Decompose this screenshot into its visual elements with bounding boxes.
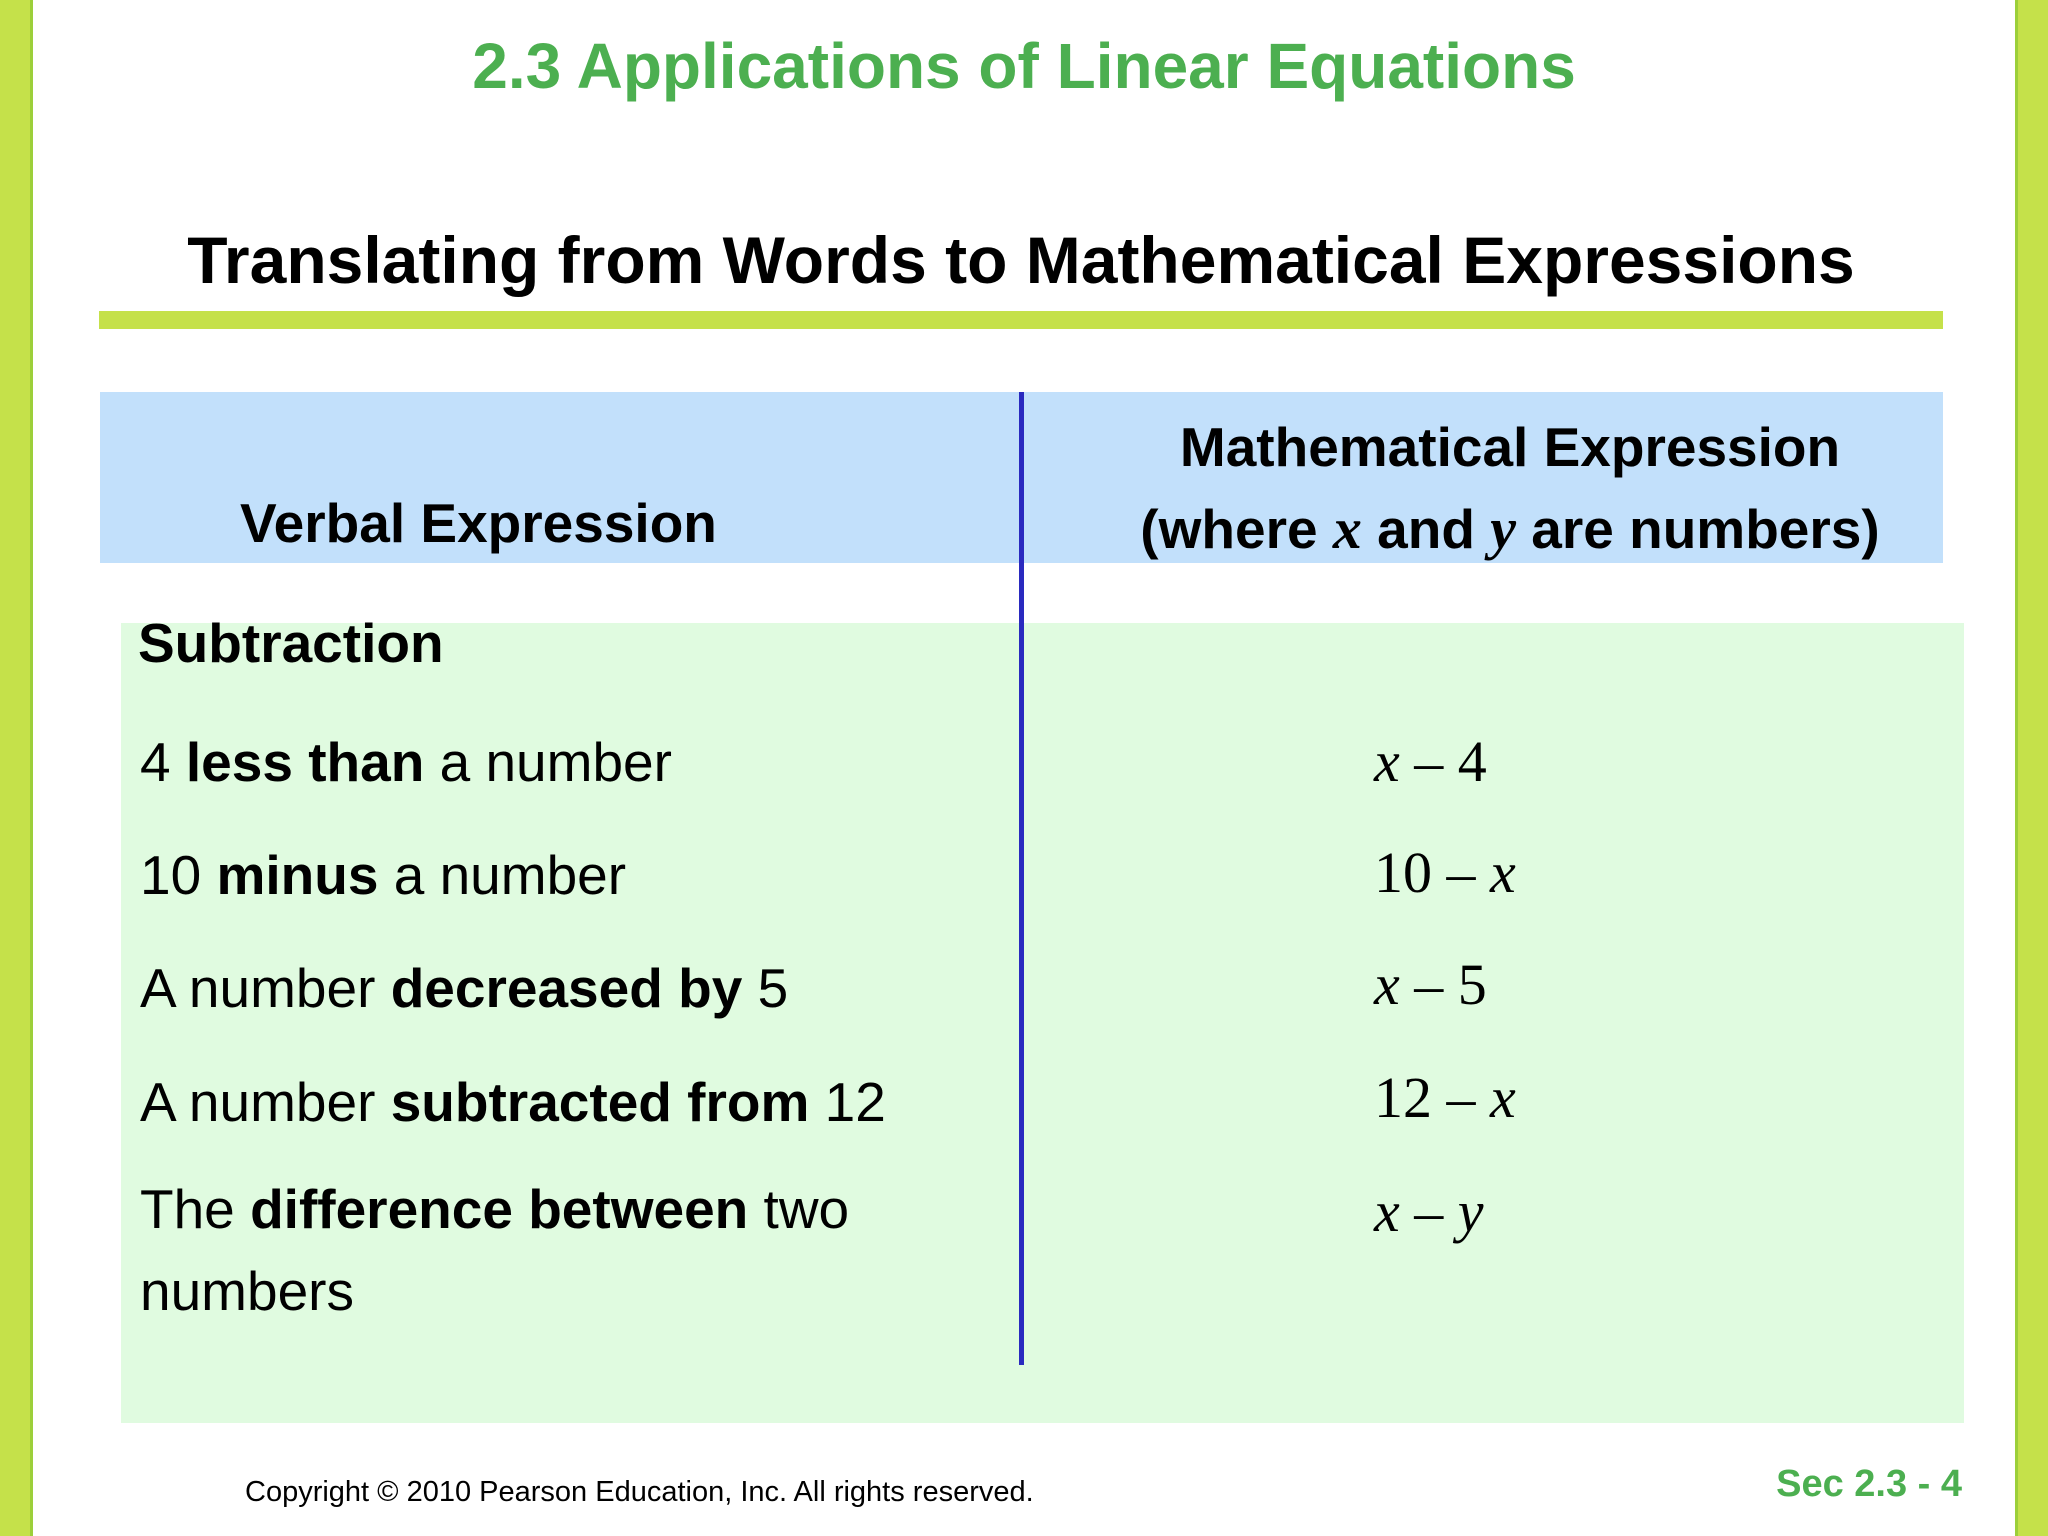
- math-operator: –: [1432, 840, 1490, 905]
- math-operand: x: [1490, 1065, 1516, 1130]
- math-operator: –: [1399, 1179, 1458, 1244]
- header-var-y: y: [1490, 496, 1516, 561]
- header-math-mid: and: [1361, 498, 1491, 560]
- verbal-row-1: [140, 721, 1000, 803]
- math-row-4: [1374, 1063, 1516, 1133]
- math-operand: 12: [1374, 1065, 1432, 1130]
- math-operand: 5: [1457, 952, 1487, 1017]
- math-row-2: [1374, 838, 1516, 908]
- verbal-text: 4: [140, 731, 186, 793]
- math-operand: y: [1457, 1179, 1484, 1244]
- math-operand: x: [1490, 840, 1516, 905]
- right-accent-bar: [2015, 0, 2048, 1536]
- column-divider: [1019, 392, 1024, 1365]
- verbal-row-5: [140, 1168, 900, 1332]
- math-operator: –: [1399, 729, 1458, 794]
- verbal-text: 12: [809, 1071, 886, 1133]
- math-operator: –: [1432, 1065, 1490, 1130]
- verbal-text: 5: [742, 957, 789, 1019]
- slide-title: 2.3 Applications of Linear Equations: [472, 30, 1576, 102]
- math-operand: 10: [1374, 840, 1432, 905]
- math-row-5: [1374, 1177, 1484, 1247]
- verbal-row-2: [140, 834, 1000, 916]
- header-math-post: are numbers): [1515, 498, 1880, 560]
- verbal-text: 10: [140, 844, 217, 906]
- verbal-text: two numbers: [140, 1178, 850, 1322]
- header-math-line1: Mathematical Expression: [1179, 416, 1841, 478]
- verbal-keyword: subtracted from: [390, 1071, 810, 1133]
- math-operand: x: [1374, 952, 1400, 1017]
- verbal-keyword: less than: [185, 731, 425, 793]
- title-underline: [99, 311, 1943, 329]
- math-row-3: [1374, 950, 1487, 1020]
- verbal-keyword: minus: [216, 844, 379, 906]
- verbal-row-3: [140, 947, 1000, 1029]
- verbal-text: a number: [378, 844, 627, 906]
- slide-subtitle: Translating from Words to Mathematical Expressions: [187, 223, 1855, 297]
- header-verbal-expression: Verbal Expression: [240, 492, 717, 554]
- verbal-row-4: [140, 1061, 1000, 1143]
- verbal-keyword: decreased by: [390, 957, 743, 1019]
- verbal-text: A number: [140, 957, 391, 1019]
- header-mathematical-expression: [1060, 406, 1960, 570]
- math-operand: x: [1374, 1179, 1400, 1244]
- math-operand: x: [1374, 729, 1400, 794]
- verbal-text: The: [140, 1178, 251, 1240]
- math-row-1: [1374, 727, 1487, 797]
- math-operator: –: [1399, 952, 1458, 1017]
- header-math-pre: (where: [1140, 498, 1333, 560]
- left-accent-bar: [0, 0, 33, 1536]
- section-number: Sec 2.3 - 4: [1776, 1463, 1962, 1505]
- header-math-line2: [1060, 488, 1960, 570]
- category-subtraction: Subtraction: [138, 612, 444, 674]
- verbal-keyword: difference between: [250, 1178, 749, 1240]
- header-var-x: x: [1332, 496, 1362, 561]
- math-operand: 4: [1457, 729, 1487, 794]
- verbal-text: a number: [424, 731, 672, 793]
- verbal-text: A number: [140, 1071, 391, 1133]
- copyright-notice: Copyright © 2010 Pearson Education, Inc. All rights reserved.: [245, 1476, 1034, 1508]
